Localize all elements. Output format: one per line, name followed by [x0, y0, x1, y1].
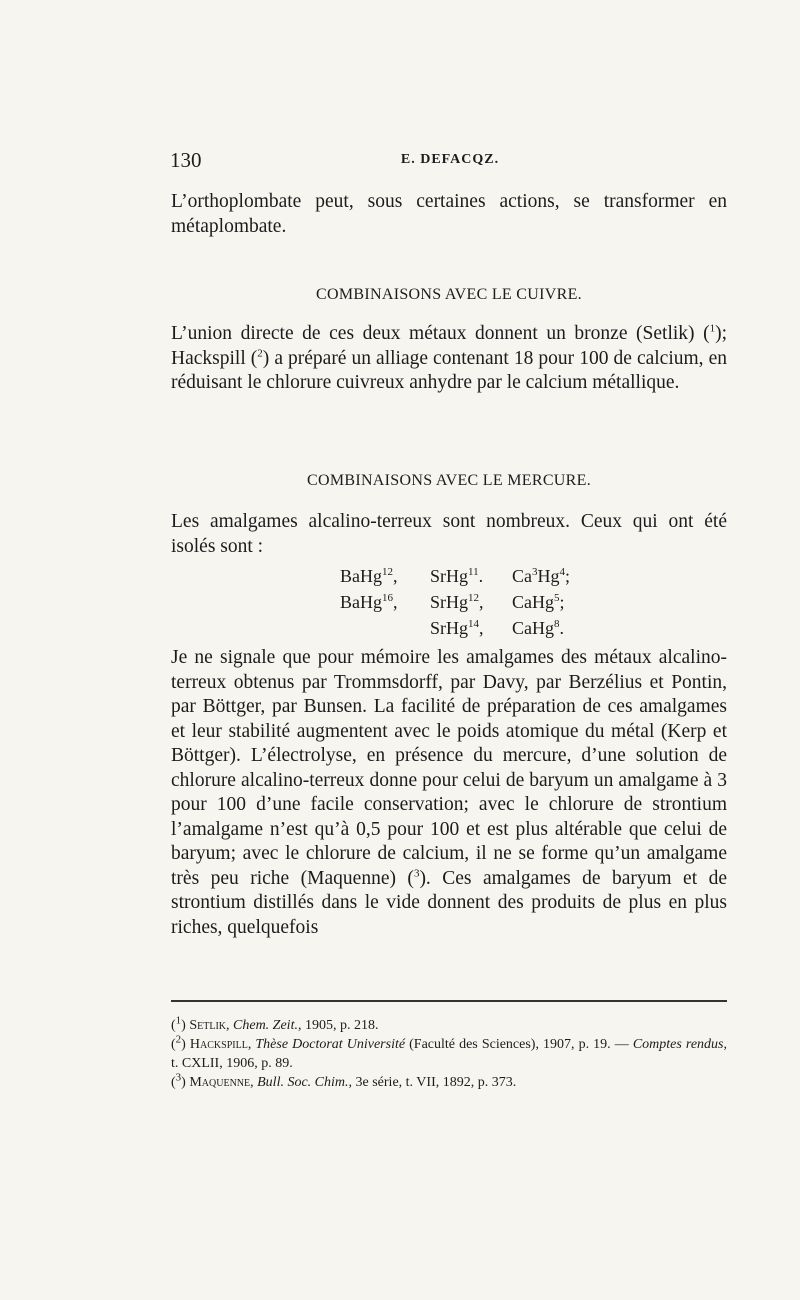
page-header: [170, 148, 730, 174]
formula-subscript: 8: [554, 618, 560, 630]
footnote-text: , 1905, p. 218.: [297, 1018, 379, 1033]
footnote-author: Setlik: [189, 1018, 227, 1033]
footnote-title: Comptes rendus: [632, 1037, 724, 1052]
footnote-divider: [171, 1000, 727, 1002]
formula-sep: ,: [479, 592, 484, 612]
footnote-ref-3: 3: [413, 867, 420, 879]
formula-base: SrHg: [430, 618, 469, 638]
text-fragment: Je ne signale que pour mémoire les amalgames des métaux alcalino-terreux obtenus par Trommsdorff, par Davy, par Berzélius et Pontin, par Böttger, par Bunsen. La facilité de préparation de ces amalgames et leur stabilité augmentent avec le poids atomique du métal (Kerp et Böttger). L’électrolyse, en présence du mercure, d’une solution de chlorure alcalino-terreux donne pour celui de baryum un amalgame à 3 pour 100 d’une facile conservation; avec le chlorure de strontium l’amalgame n’est qu’à 0,5 pour 100 et est plus altérable que celui de baryum; avec le chlorure de calcium, il ne se forme qu’un amalgame très peu riche (Maquenne) (: [171, 647, 727, 889]
formula-base: BaHg: [340, 592, 382, 612]
formula-base: CaHg: [512, 618, 554, 638]
heading-cuivre: COMBINAISONS AVEC LE CUIVRE.: [316, 286, 582, 303]
paragraph-mercure-intro: Les amalgames alcalino-terreux sont nombreux. Ceux qui ont été isolés sont :: [171, 511, 727, 557]
formula-sep: .: [478, 566, 484, 586]
formula-base: CaHg: [512, 592, 554, 612]
footnote-text: (Faculté des Sciences), 1907, p. 19. —: [405, 1037, 633, 1052]
footnote-3: ($^3$) Maquenne, Bull. Soc. Chim., 3e série, t. VII, 1892, p. 373.: [171, 1071, 517, 1090]
text-fragment: ) a préparé un alliage contenant 18 pour 100 de calcium, en réduisant le chlorure cuivreux anhydre par le calcium métallique.: [171, 347, 727, 393]
formula-subscript: 4: [559, 566, 565, 578]
footnote-author: Hackspill: [189, 1037, 248, 1052]
footnote-title: Thèse Doctorat Université: [255, 1037, 406, 1052]
formula: [512, 592, 565, 613]
formula-sep: ;: [565, 566, 571, 586]
footnote-mark: 2: [175, 1033, 182, 1046]
paragraph-mercure-body: [171, 646, 727, 940]
footnote-mark: 3: [175, 1071, 182, 1084]
formula-subscript: 12: [468, 592, 480, 604]
formula: [512, 618, 564, 639]
formula-subscript: 11: [468, 566, 479, 578]
formula-subscript: 16: [382, 592, 393, 604]
formula: [430, 618, 484, 639]
footnote-title: Chem. Zeit.: [233, 1018, 298, 1033]
formula-sep: .: [559, 618, 564, 638]
running-head: E. DEFACQZ.: [400, 152, 500, 167]
paragraph-cuivre: [171, 322, 727, 396]
formula-sep: ,: [479, 618, 484, 638]
footnote-2: ($^2$) Hackspill, Thèse Doctorat Université (Faculté des Sciences), 1907, p. 19. — Comptes rendus, t. CXLII, 1906, p. 89.: [171, 1033, 727, 1071]
text-fragment: L’union directe de ces deux métaux donnent un bronze (Setlik) (: [171, 323, 710, 344]
footnote-text: , t. CXLII, 1906, p. 89.: [171, 1037, 727, 1071]
formula: [340, 566, 398, 587]
formula-subscript: 5: [554, 592, 560, 604]
formula-base: Ca: [512, 566, 532, 586]
formula: [340, 592, 398, 613]
formula-sep: ,: [393, 566, 398, 586]
footnote-mark: 1: [175, 1014, 182, 1027]
formula-sep: ;: [559, 592, 565, 612]
formula: [512, 566, 570, 587]
formula-subscript: 14: [468, 618, 480, 630]
formula-subscript: 12: [382, 566, 393, 578]
formula-sep: ,: [393, 592, 398, 612]
text-fragment: ); Hackspill (: [171, 323, 727, 369]
formula-base: BaHg: [340, 566, 382, 586]
footnote-text: , 3e série, t. VII, 1892, p. 373.: [348, 1075, 517, 1090]
footnote-author: Maquenne: [189, 1075, 251, 1090]
formula-base: Hg: [537, 566, 560, 586]
footnote-ref-2: 2: [257, 347, 263, 359]
heading-mercure: COMBINAISONS AVEC LE MERCURE.: [307, 472, 591, 489]
text-fragment: ). Ces amalgames de baryum et de strontium distillés dans le vide donnent des produits de plus en plus riches, quelquefois: [171, 867, 728, 938]
formula-subscript: 3: [532, 566, 538, 578]
formula: [430, 592, 484, 613]
footnotes: [171, 1016, 727, 1092]
page-number: 130: [170, 148, 202, 172]
formula-base: SrHg: [430, 566, 469, 586]
footnote-title: Bull. Soc. Chim.: [257, 1075, 349, 1090]
formula: [430, 566, 483, 587]
footnote-ref-1: 1: [709, 322, 716, 335]
footnote-1: ($^1$) Setlik, Chem. Zeit., 1905, p. 218.: [171, 1014, 379, 1033]
intro-paragraph: L’orthoplombate peut, sous certaines actions, se transformer en métaplombate.: [171, 191, 727, 237]
formula-base: SrHg: [430, 592, 469, 612]
